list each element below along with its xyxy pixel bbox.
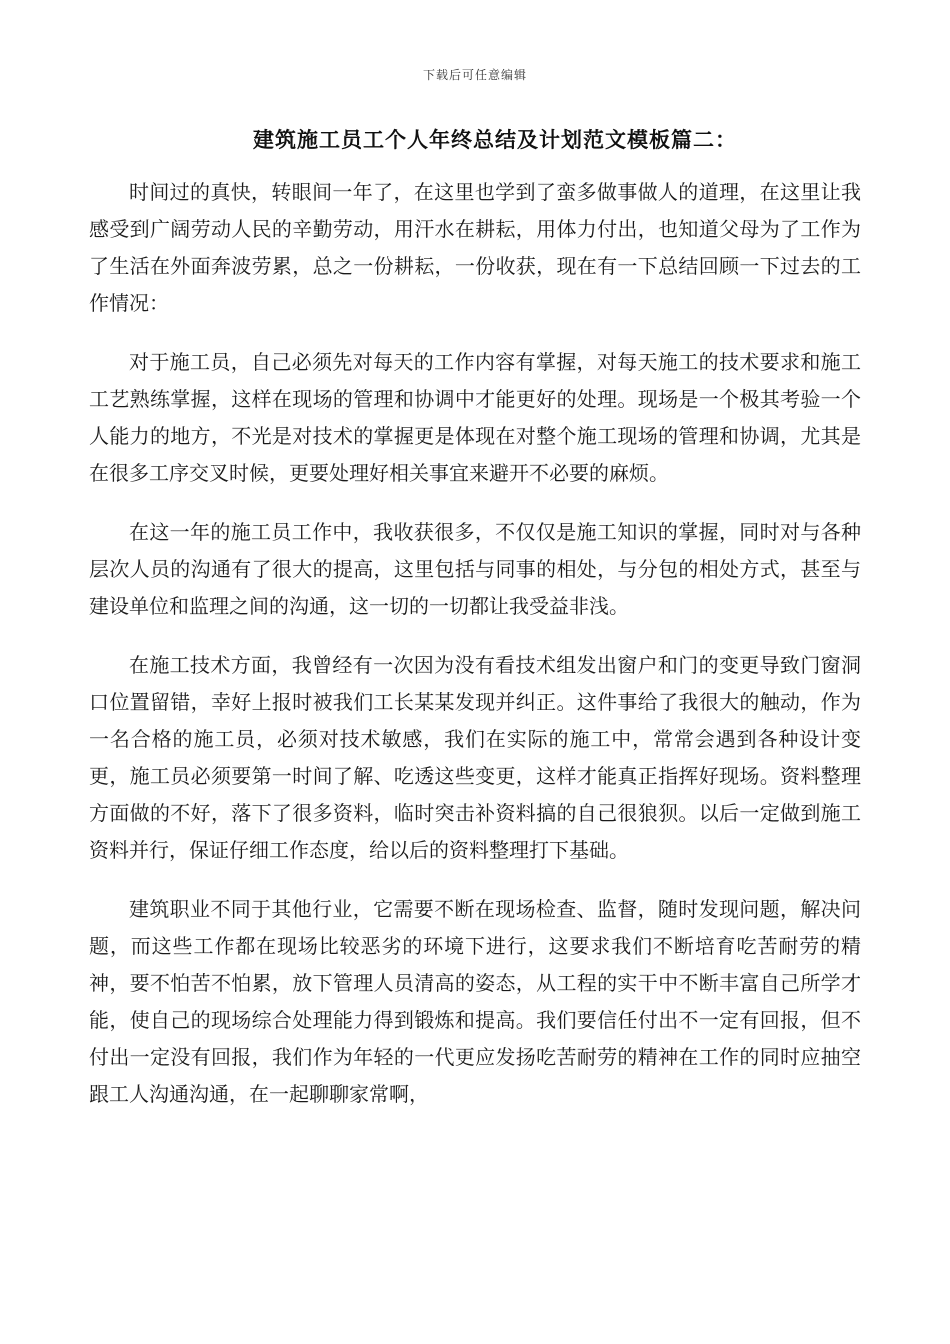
document-body xyxy=(89,174,861,1135)
document-title: 建筑施工员工个人年终总结及计划范文模板篇二： xyxy=(253,127,737,152)
header-note: 下载后可任意编辑 xyxy=(422,68,527,82)
paragraph-3: 在这一年的施工员工作中，我收获很多，不仅仅是施工知识的掌握，同时对与各种层次人员的沟通有了很大的提高，这里包括与同事的相处，与分包的相处方式，甚至与建设单位和监理之间的沟通，这一切的一切都让我受益非浅。 xyxy=(89,520,861,618)
paragraph-1: 时间过的真快，转眼间一年了，在这里也学到了蛮多做事做人的道理，在这里让我感受到广阔劳动人民的辛勤劳动，用汗水在耕耘，用体力付出，也知道父母为了工作为了生活在外面奔波劳累，总之一份耕耘，一份收获，现在有一下总结回顾一下过去的工作情况： xyxy=(89,180,861,315)
paragraph-4: 在施工技术方面，我曾经有一次因为没有看技术组发出窗户和门的变更导致门窗洞口位置留错，幸好上报时被我们工长某某发现并纠正。这件事给了我很大的触动，作为一名合格的施工员，必须对技术敏感，我们在实际的施工中，常常会遇到各种设计变更，施工员必须要第一时间了解、吃透这些变更，这样才能真正指挥好现场。资料整理方面做的不好，落下了很多资料，临时突击补资料搞的自己很狼狈。以后一定做到施工资料并行，保证仔细工作态度，给以后的资料整理打下基础。 xyxy=(89,653,861,862)
paragraph-2: 对于施工员，自己必须先对每天的工作内容有掌握，对每天施工的技术要求和施工工艺熟练掌握，这样在现场的管理和协调中才能更好的处理。现场是一个极其考验一个人能力的地方，不光是对技术的掌握更是体现在对整个施工现场的管理和协调，尤其是在很多工序交叉时候，更要处理好相关事宜来避开不必要的麻烦。 xyxy=(89,350,861,485)
paragraph-5: 建筑职业不同于其他行业，它需要不断在现场检查、监督，随时发现问题，解决问题，而这些工作都在现场比较恶劣的环境下进行，这要求我们不断培育吃苦耐劳的精神，要不怕苦不怕累，放下管理人员清高的姿态，从工程的实干中不断丰富自己所学才能，使自己的现场综合处理能力得到锻炼和提高。我们要信任付出不一定有回报，但不付出一定没有回报，我们作为年轻的一代更应发扬吃苦耐劳的精神在工作的同时应抽空跟工人沟通沟通，在一起聊聊家常啊， xyxy=(89,897,861,1106)
